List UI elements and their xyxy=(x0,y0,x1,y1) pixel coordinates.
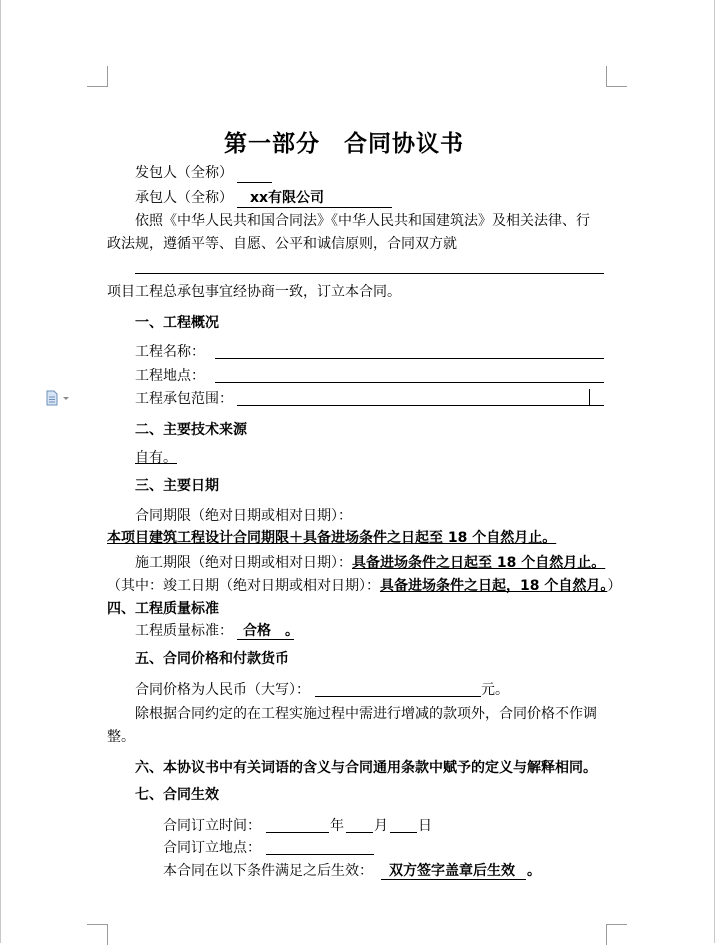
document-icon[interactable] xyxy=(45,390,71,406)
sign-day-field[interactable] xyxy=(390,832,417,833)
month-label: 月 xyxy=(374,818,388,834)
corner-mark-top-right xyxy=(606,66,627,87)
year-label: 年 xyxy=(330,818,344,834)
price-note-line-1: 除根据合同约定的在工程实施过程中需进行增减的款项外，合同价格不作调 xyxy=(135,706,597,722)
section-4-heading: 四、工程质量标准 xyxy=(107,601,219,617)
text-cursor xyxy=(589,389,590,406)
construction-period-label: 施工期限（绝对日期或相对日期）： xyxy=(135,555,352,571)
corner-mark-bottom-right xyxy=(606,924,627,945)
corner-mark-top-left xyxy=(87,66,108,87)
construction-period-value: 具备进场条件之日起至 18 个自然月止。 xyxy=(352,555,606,571)
sign-time-label: 合同订立时间： xyxy=(163,818,261,834)
intro-line-2: 政法规，遵循平等、自愿、公平和诚信原则，合同双方就 xyxy=(107,236,457,252)
employer-label: 发包人（全称） xyxy=(135,165,233,181)
sign-place-label: 合同订立地点： xyxy=(163,840,261,856)
price-unit: 元。 xyxy=(481,682,509,698)
employer-blank[interactable] xyxy=(237,182,272,183)
price-note-line-2: 整。 xyxy=(107,729,135,745)
effective-condition-value: 双方签字盖章后生效 xyxy=(389,863,515,879)
section-5-heading: 五、合同价格和付款货币 xyxy=(135,651,289,667)
contract-period-label: 合同期限（绝对日期或相对日期）： xyxy=(135,508,352,524)
quality-underline xyxy=(237,639,294,640)
page-title: 第一部分 合同协议书 xyxy=(224,130,464,157)
project-location-label: 工程地点： xyxy=(135,368,205,384)
completion-value: 具备进场条件之日起，18 个自然月。 xyxy=(380,578,608,594)
sign-place-field[interactable] xyxy=(266,854,374,855)
contract-period-value: 本项目建筑工程设计合同期限＋具备进场条件之日起至 18 个自然月止。 xyxy=(107,530,557,546)
page-left-edge xyxy=(0,0,1,943)
price-label: 合同价格为人民币（大写）： xyxy=(135,682,310,698)
effective-condition-underline xyxy=(381,879,526,880)
effective-condition-end: 。 xyxy=(527,863,541,879)
section-7-heading: 七、合同生效 xyxy=(135,787,219,803)
quality-label: 工程质量标准： xyxy=(135,623,233,639)
section-6-heading: 六、本协议书中有关词语的含义与合同通用条款中赋予的定义与解释相同。 xyxy=(135,760,597,776)
section-2-heading: 二、主要技术来源 xyxy=(135,422,247,438)
sign-year-field[interactable] xyxy=(266,832,329,833)
project-scope-field[interactable] xyxy=(237,405,604,406)
tech-source-value: 自有。 xyxy=(135,450,177,466)
section-3-heading: 三、主要日期 xyxy=(135,478,219,494)
intro-line-3: 项目工程总承包事宜经协商一致，订立本合同。 xyxy=(107,284,401,300)
contractor-value: xx有限公司 xyxy=(250,190,325,206)
contractor-label: 承包人（全称） xyxy=(135,190,233,206)
completion-prefix: （其中：竣工日期（绝对日期或相对日期）： xyxy=(107,578,380,594)
completion-date-line xyxy=(107,577,621,595)
section-1-heading: 一、工程概况 xyxy=(135,315,219,331)
intro-line-1: 依照《中华人民共和国合同法》《中华人民共和国建筑法》及相关法律、行 xyxy=(135,213,590,229)
project-name-blank[interactable] xyxy=(135,273,604,274)
sign-month-field[interactable] xyxy=(346,832,373,833)
quality-value: 合格 。 xyxy=(243,623,299,639)
project-name-field[interactable] xyxy=(215,358,604,359)
project-location-field[interactable] xyxy=(215,382,604,383)
price-field[interactable] xyxy=(315,696,481,697)
day-label: 日 xyxy=(418,818,432,834)
project-scope-label: 工程承包范围： xyxy=(135,391,233,407)
project-name-label: 工程名称： xyxy=(135,344,205,360)
effective-condition-label: 本合同在以下条件满足之后生效： xyxy=(163,863,373,879)
completion-suffix: ） xyxy=(607,578,622,594)
contractor-underline xyxy=(237,207,392,208)
corner-mark-bottom-left xyxy=(87,924,108,945)
